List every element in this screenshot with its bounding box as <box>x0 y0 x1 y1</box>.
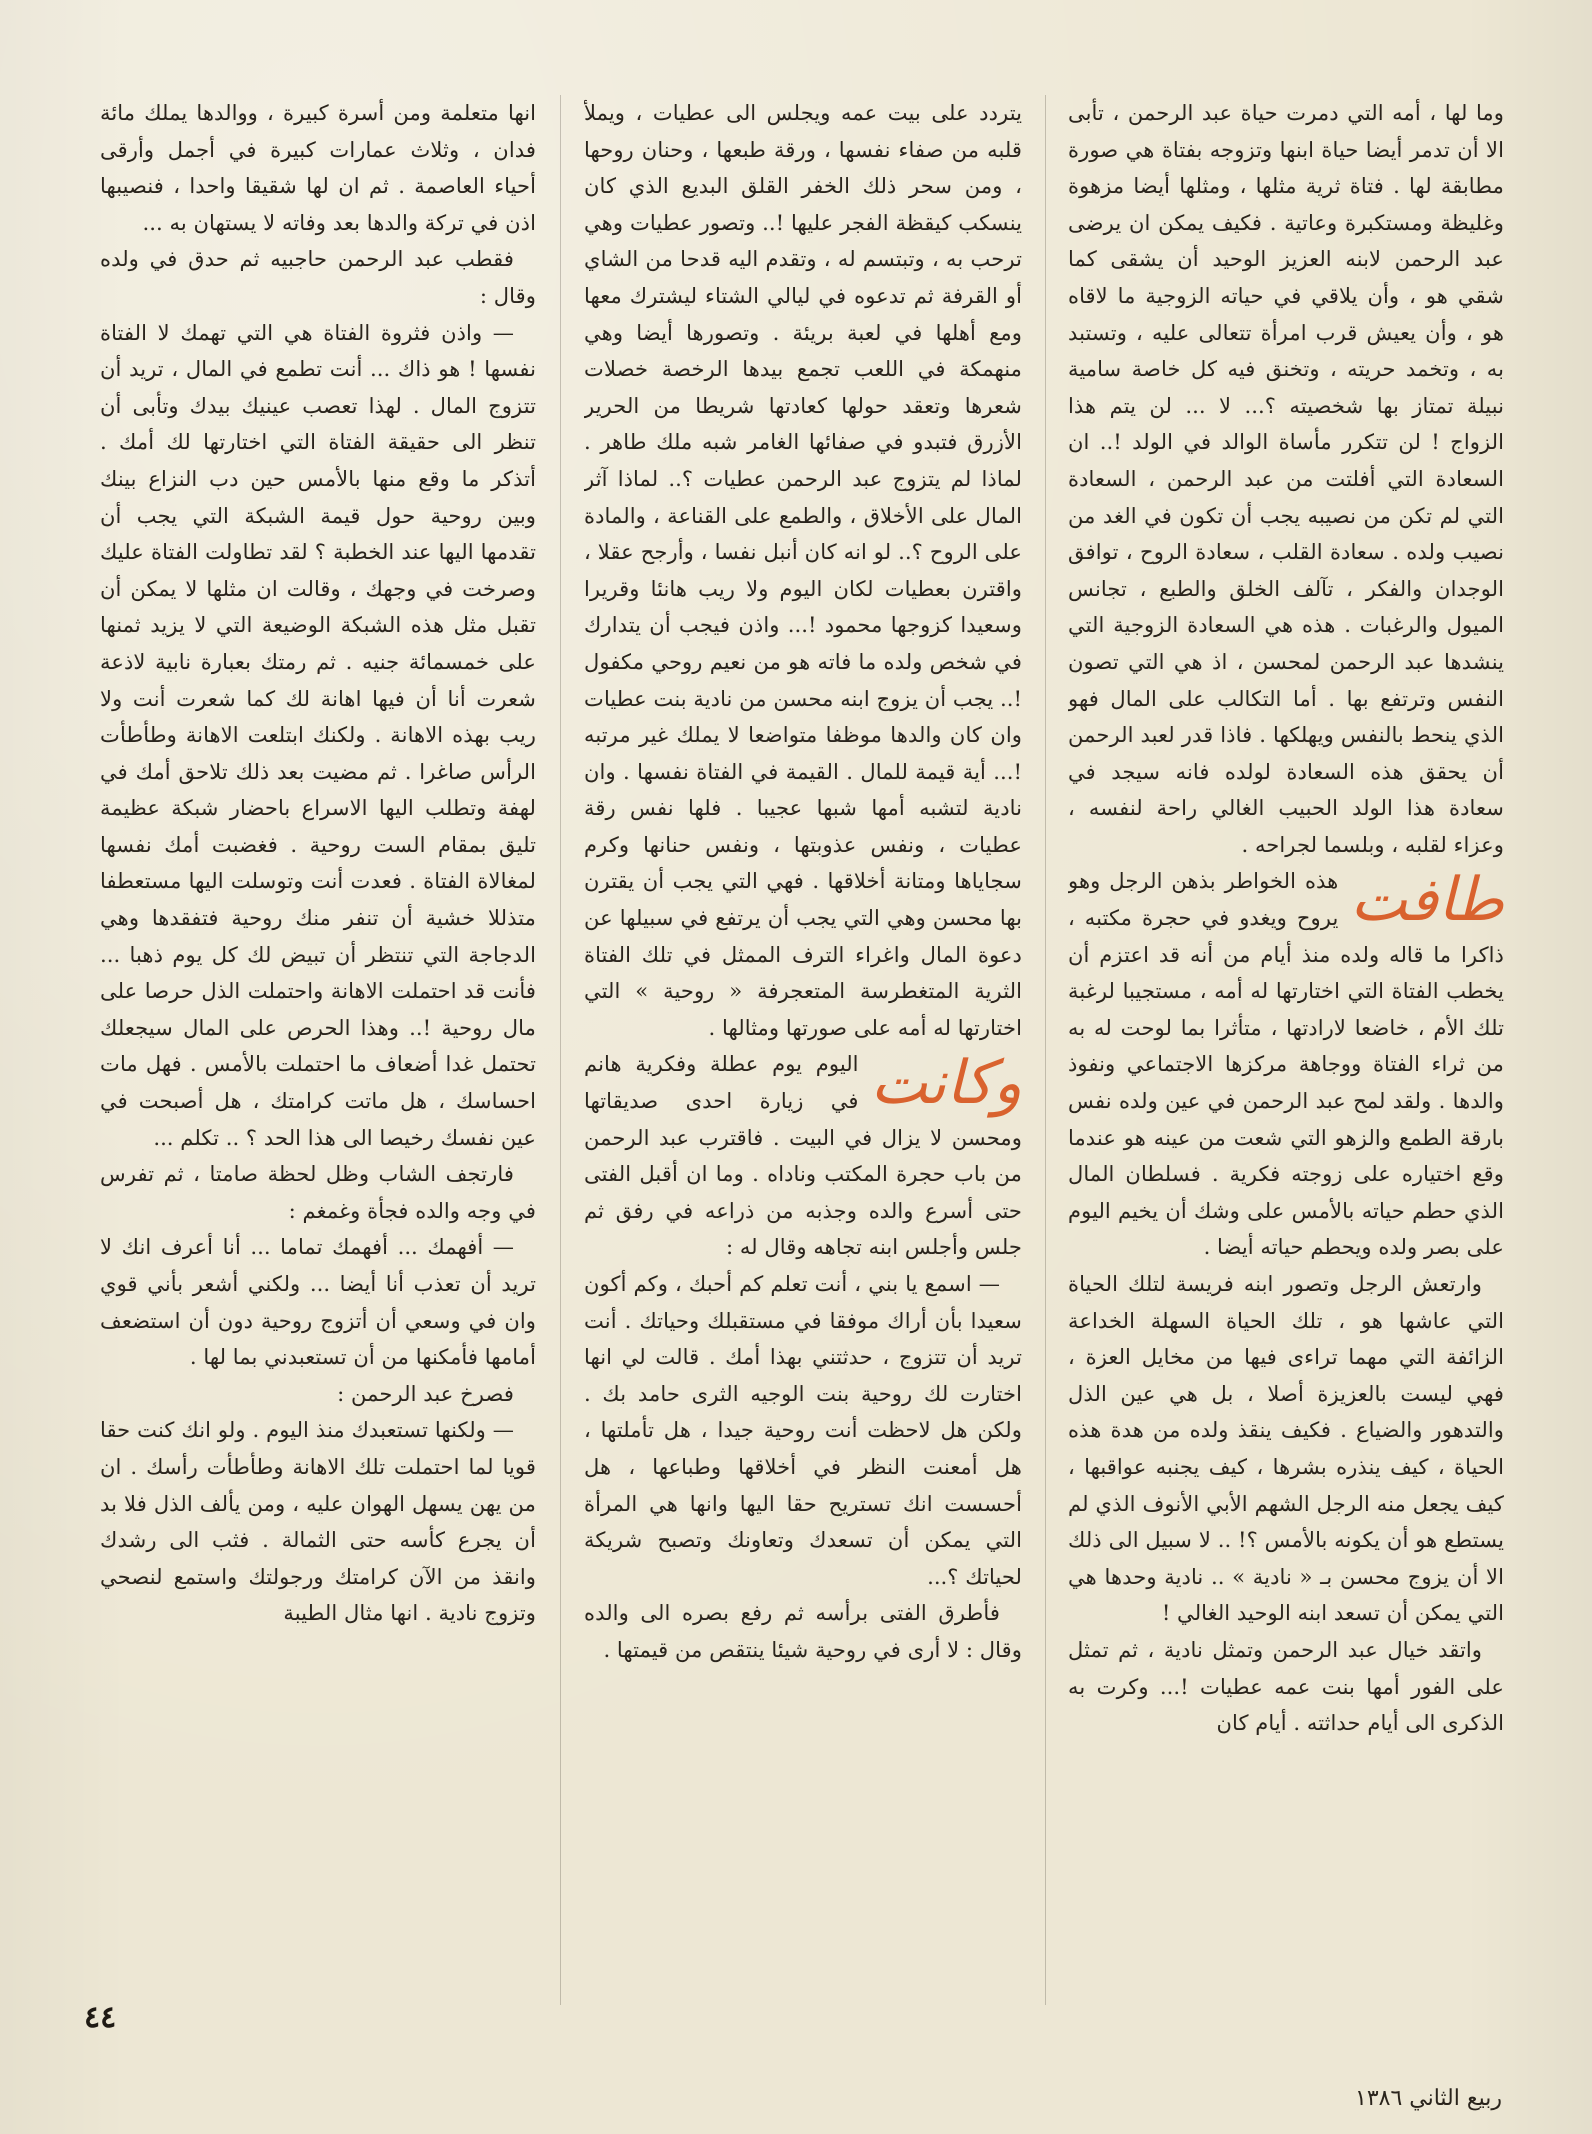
paragraph: وارتعش الرجل وتصور ابنه فريسة لتلك الحياة التي عاشها هو ، تلك الحياة السهلة الخداعة الزائفة التي مهما تراءى فيها من مخايل العزة ، فهي ليست بالعزيزة أصلا ، بل هي عين الذل والتدهور والضياع . فكيف ينقذ ولده من هدة هذه الحياة ، كيف ينذره بشرها ، كيف يجنبه عواقبها ، كيف يجعل منه الرجل الشهم الأبي الأنوف الذي لم يستطع هو أن يكونه بالأمس ؟! .. لا سبيل الى ذلك الا أن يزوج محسن بـ « نادية » .. نادية وحدها هي التي يمكن أن تسعد ابنه الوحيد الغالي ! <box>1068 1271 1504 1626</box>
paragraph: — أفهمك ... أفهمك تماما ... أنا أعرف انك لا تريد أن تعذب أنا أيضا ... ولكني أشعر بأني قوي وان في وسعي أن أتزوج روحية دون أن استضعف أمامها فأمكنها من أن تستعبدني بما لها . <box>100 1234 536 1370</box>
paragraph: فارتجف الشاب وظل لحظة صامتا ، ثم تفرس في وجه والده فجأة وغمغم : <box>100 1161 536 1223</box>
paragraph: يتردد على بيت عمه ويجلس الى عطيات ، ويملأ قلبه من صفاء نفسها ، ورقة طبعها ، وحنان روحها ، ومن سحر ذلك الخفر القلق البديع الذي كان ينسكب كيقظة الفجر عليها !.. وتصور عطيات وهي ترحب به ، وتبتسم له ، وتقدم اليه قدحا من الشاي أو القرفة ثم تدعوه في ليالي الشتاء ليشترك معها ومع أهلها في لعبة بريئة . وتصورها أيضا وهي منهمكة في اللعب تجمع بيدها الرخصة خصلات شعرها وتعقد حولها كعادتها شريطا من الحرير الأزرق فتبدو في صفائها الغامر شبه ملك طاهر . لماذا لم يتزوج عبد الرحمن عطيات ؟.. لماذا آثر المال على الأخلاق ، والطمع على القناعة ، والمادة على الروح ؟.. لو انه كان أنبل نفسا ، وأرجح عقلا ، واقترن بعطيات لكان اليوم ولا ريب هانئا وقريرا وسعيدا كزوجها محمود !... واذن فيجب أن يتدارك في شخص ولده ما فاته هو من نعيم روحي مكفول !.. يجب أن يزوج ابنه محسن من نادية بنت عطيات وان كان والدها موظفا متواضعا لا يملك غير مرتبه !... أية قيمة للمال . القيمة في الفتاة نفسها . وان نادية لتشبه أمها شبها عجيبا . فلها نفس رقة عطيات ، ونفس عذوبتها ، ونفس حنانها وكرم سجاياها ومتانة أخلاقها . فهي التي يجب أن يقترن بها محسن وهي التي يجب أن يرتفع في سبيلها عن دعوة المال واغراء الترف الممثل في تلك الفتاة الثرية المتغطرسة المتعجرفة « روحية » التي اختارتها له أمه على صورتها ومثالها . <box>584 100 1022 1040</box>
paragraph: وما لها ، أمه التي دمرت حياة عبد الرحمن ، تأبى الا أن تدمر أيضا حياة ابنها وتزوجه بفتاة هي صورة مطابقة لها . فتاة ثرية مثلها ، ومثلها أيضا مزهوة وغليظة ومستكبرة وعاتية . فكيف يمكن ان يرضى عبد الرحمن لابنه العزيز الوحيد أن يشقى كما شقي هو ، وأن يلاقي في حياته الزوجية ما لاقاه هو ، وأن يعيش قرب امرأة تتعالى عليه ، وتستبد به ، وتخمد حريته ، وتخنق فيه كل خاصة سامية نبيلة تمتاز بها شخصيته ؟... لا ... لن يتم هذا الزواج ! لن تتكرر مأساة الوالد في الولد !.. ان السعادة التي أفلتت من عبد الرحمن ، السعادة التي لم تكن من نصيبه يجب أن تكون في الغد من نصيب ولده . سعادة القلب ، سعادة الروح ، توافق الوجدان والفكر ، تآلف الخلق والطبع ، تجانس الميول والرغبات . هذه هي السعادة الزوجية التي ينشدها عبد الرحمن لمحسن ، اذ هي التي تصون النفس وترتفع بها . أما التكالب على المال فهو الذي ينحط بالنفس ويهلكها . فاذا قدر لعبد الرحمن أن يحقق هذه السعادة لولده فانه سيجد في سعادة هذا الولد الحبيب الغالي راحة لنفسه ، وعزاء لقلبه ، وبلسما لجراحه . <box>1068 100 1504 857</box>
column-divider <box>560 95 561 2005</box>
drop-cap-paragraph <box>1068 863 1504 1266</box>
paragraph: فأطرق الفتى برأسه ثم رفع بصره الى والده وقال : لا أرى في روحية شيئا ينتقص من قيمتها . <box>584 1600 1022 1662</box>
paragraph: اليوم يوم عطلة وفكرية هانم في زيارة احدى صديقاتها ومحسن لا يزال في البيت . فاقترب عبد الرحمن من باب حجرة المكتب وناداه . وما ان أقبل الفتى حتى أسرع والده وجذبه من ذراعه في رفق ثم جلس وأجلس ابنه تجاهه وقال له : <box>584 1051 1022 1260</box>
paragraph: — واذن فثروة الفتاة هي التي تهمك لا الفتاة نفسها ! هو ذاك ... أنت تطمع في المال ، تريد أن تتزوج المال . لهذا تعصب عينيك بيدك وتأبى أن تنظر الى حقيقة الفتاة التي اختارتها لك أمك . أتذكر ما وقع منها بالأمس حين دب النزاع بينك وبين روحية حول قيمة الشبكة التي يجب أن تقدمها اليها عند الخطبة ؟ لقد تطاولت الفتاة عليك وصرخت في وجهك ، وقالت ان مثلها لا يمكن أن تقبل مثل هذه الشبكة الوضيعة التي لا يزيد ثمنها على خمسمائة جنيه . ثم رمتك بعبارة نابية لاذعة شعرت أنا أن فيها اهانة لك كما شعرت أنت ولا ريب بهذه الاهانة . ولكنك ابتلعت الاهانة وطأطأت الرأس صاغرا . ثم مضيت بعد ذلك تلاحق أمك في لهفة وتطلب اليها الاسراع باحضار شبكة عظيمة تليق بمقام الست روحية . فغضبت أمك نفسها لمغالاة الفتاة . فعدت أنت وتوسلت اليها مستعطفا متذللا خشية أن تنفر منك روحية فتفقدها وهي الدجاجة التي تنتظر أن تبيض لك كل يوم ذهبا ... فأنت قد احتملت الاهانة واحتملت الذل حرصا على مال روحية !.. وهذا الحرص على المال سيجعلك تحتمل غدا أضعاف ما احتملت بالأمس . فهل مات احساسك ، هل ماتت كرامتك ، هل أصبحت في عين نفسك رخيصا الى هذا الحد ؟ .. تكلم ... <box>100 319 536 1150</box>
text-column-left <box>100 95 536 1995</box>
page-number: ٤٤ <box>84 2000 117 2035</box>
paragraph: فقطب عبد الرحمن حاجبيه ثم حدق في ولده وقال : <box>100 246 536 308</box>
drop-cap-word: طافت <box>1350 865 1504 936</box>
paragraph: — اسمع يا بني ، أنت تعلم كم أحبك ، وكم أكون سعيدا بأن أراك موفقا في مستقبلك وحياتك . أنت تريد أن تتزوج ، حدثتني بهذا أمك . قالت لي انها اختارت لك روحية بنت الوجيه الثرى حامد بك . ولكن هل لاحظت أنت روحية جيدا ، هل تأملتها ، هل أمعنت النظر في أخلاقها وطباعها ، هل أحسست انك تستريح حقا اليها وانها هي المرأة التي يمكن أن تسعدك وتعاونك وتصبح شريكة لحياتك ؟... <box>584 1271 1022 1589</box>
issue-date: ربيع الثاني ١٣٨٦ <box>1355 2086 1502 2111</box>
column-divider <box>1045 95 1046 2005</box>
paragraph: — ولكنها تستعبدك منذ اليوم . ولو انك كنت حقا قويا لما احتملت تلك الاهانة وطأطأت رأسك . ان من يهن يسهل الهوان عليه ، ومن يألف الذل فلا بد أن يجرع كأسه حتى الثمالة . فثب الى رشدك وانقذ من الآن كرامتك ورجولتك واستمع لنصحي وتزوج نادية . انها مثال الطيبة <box>100 1417 536 1626</box>
text-column-middle <box>584 95 1022 1995</box>
drop-cap-paragraph <box>584 1046 1022 1266</box>
paragraph: واتقد خيال عبد الرحمن وتمثل نادية ، ثم تمثل على الفور أمها بنت عمه عطيات !... وكرت به الذكرى الى أيام حداثته . أيام كان <box>1068 1636 1504 1736</box>
paragraph: هذه الخواطر بذهن الرجل وهو يروح ويغدو في حجرة مكتبه ، ذاكرا ما قاله ولده منذ أيام من أنه قد اعتزم أن يخطب الفتاة التي اختارتها له أمه ، مستجيبا لرغبة تلك الأم ، خاضعا لارادتها ، متأثرا بما لوحت له به من ثراء الفتاة ووجاهة مركزها الاجتماعي ونفوذ والدها . ولقد لمح عبد الرحمن في عين ولده نفس بارقة الطمع والزهو التي شعت من عينه هو عندما وقع اختياره على زوجته فكرية . فسلطان المال الذي حطم حياته بالأمس على وشك أن يخيم اليوم على بصر ولده ويحطم حياته أيضا . <box>1068 868 1504 1260</box>
paragraph: انها متعلمة ومن أسرة كبيرة ، ووالدها يملك مائة فدان ، وثلاث عمارات كبيرة في أجمل وأرقى أحياء العاصمة . ثم ان لها شقيقا واحدا ، فنصيبها اذن في تركة والدها بعد وفاته لا يستهان به ... <box>100 100 536 235</box>
drop-cap-word: وكانت <box>870 1048 1022 1119</box>
paragraph: فصرخ عبد الرحمن : <box>337 1380 514 1406</box>
text-column-right <box>1068 95 1504 1995</box>
